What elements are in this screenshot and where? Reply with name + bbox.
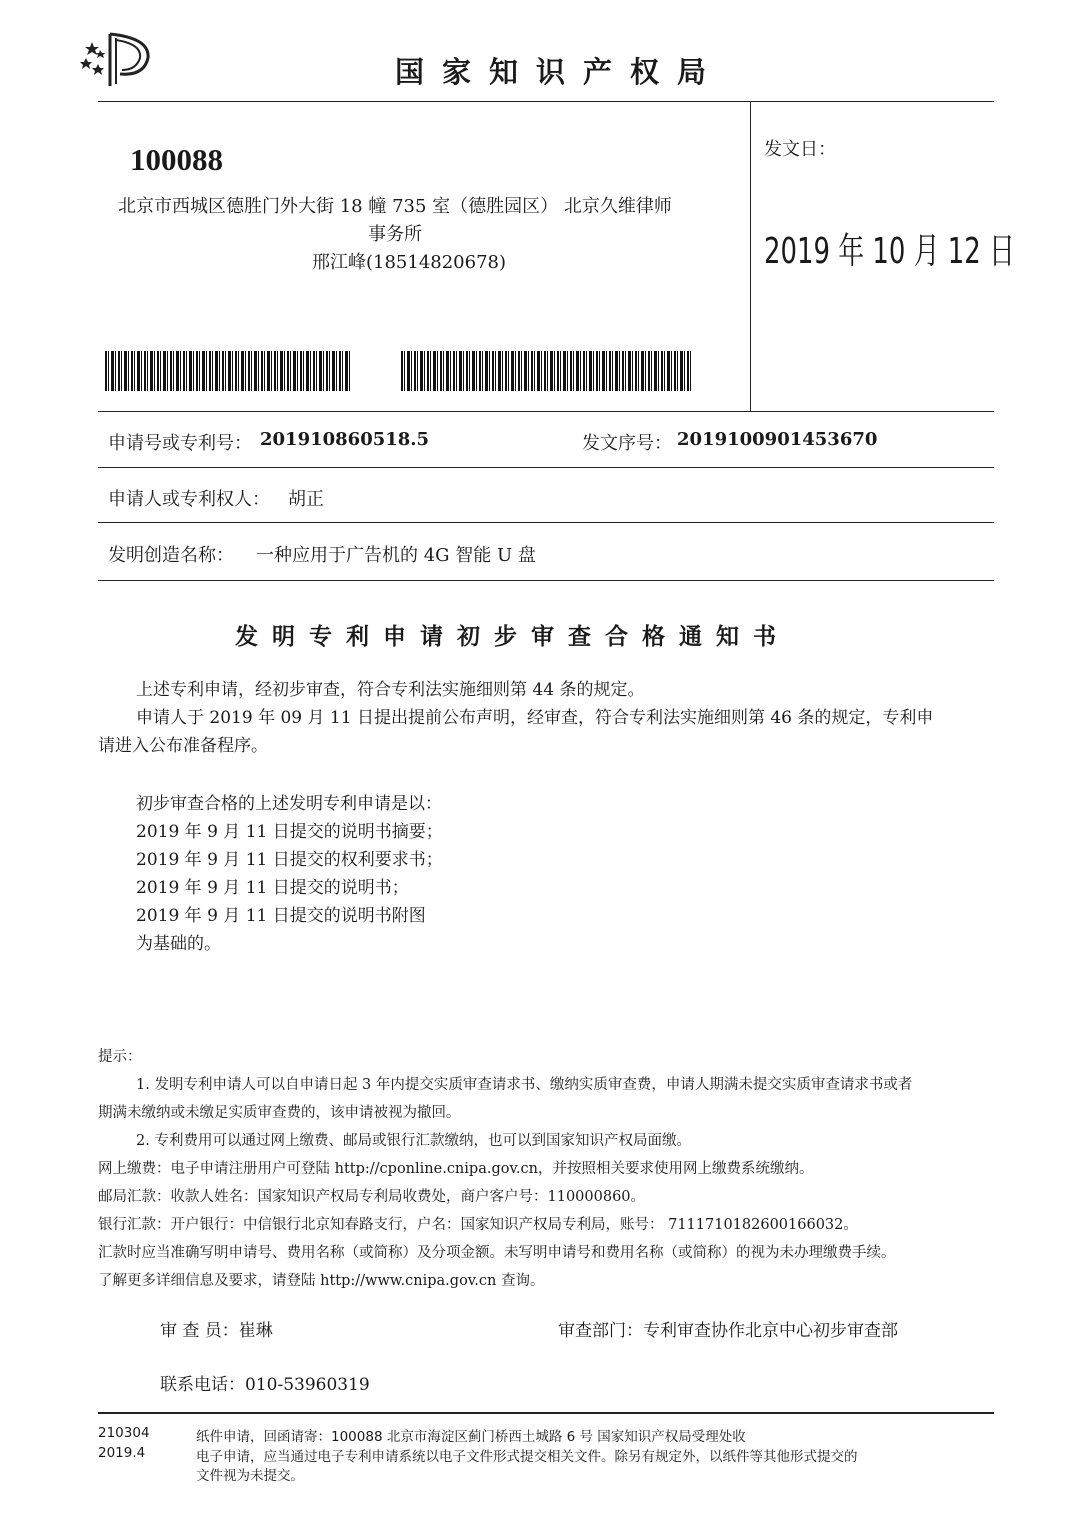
- tip-1-line-1: 1. 发明专利申请人可以自申请日起 3 年内提交实质审查请求书、缴纳实质审查费，申请人期满未提交实质审查请求书或者: [136, 1077, 913, 1093]
- contact-phone: 联系电话：010-53960319: [160, 1375, 370, 1395]
- basis-item-1: 2019 年 9 月 11 日提交的说明书摘要；: [136, 822, 443, 842]
- footer-line-2: 电子申请，应当通过电子专利申请系统以电子文件形式提交相关文件。除另有规定外，以纸件等其他形式提交的: [196, 1449, 858, 1465]
- header-divider: [98, 101, 994, 102]
- tip-more: 了解更多详细信息及要求，请登陆 http://www.cnipa.gov.cn 查询。: [98, 1273, 545, 1289]
- footer-line-3: 文件视为未提交。: [196, 1468, 304, 1484]
- basis-item-2: 2019 年 9 月 11 日提交的权利要求书；: [136, 850, 443, 870]
- contact: 邢江峰(18514820678): [312, 252, 507, 273]
- tip-bank: 银行汇款：开户银行：中信银行北京知春路支行，户名：国家知识产权局专利局，账号： 7111710182600166032。: [98, 1217, 858, 1233]
- form-version: 2019.4: [98, 1445, 146, 1461]
- invention-value: 一种应用于广告机的 4G 智能 U 盘: [256, 545, 536, 566]
- address-line-2: 事务所: [368, 224, 422, 245]
- tip-2: 2. 专利费用可以通过网上缴费、邮局或银行汇款缴纳，也可以到国家知识产权局面缴。: [136, 1133, 691, 1149]
- applicant-value: 胡正: [288, 489, 324, 510]
- cnipa-logo-icon: [78, 28, 160, 90]
- tips-heading: 提示：: [98, 1049, 142, 1065]
- barcode-left: [105, 351, 351, 391]
- field-divider-4: [98, 580, 994, 581]
- field-divider-3: [98, 522, 994, 523]
- exam-dept: 审查部门：专利审查协作北京中心初步审查部: [558, 1321, 898, 1341]
- tip-1-line-2: 期满未缴纳或未缴足实质审查费的，该申请被视为撤回。: [98, 1105, 461, 1121]
- tip-online: 网上缴费：电子申请注册用户可登陆 http://cponline.cnipa.gov.cn，并按照相关要求使用网上缴费系统缴纳。: [98, 1161, 814, 1177]
- notice-title: 发明专利申请初步审查合格通知书: [235, 624, 790, 650]
- serial-label: 发文序号：: [582, 433, 672, 454]
- tip-remit: 汇款时应当准确写明申请号、费用名称（或简称）及分项金额。未写明申请号和费用名称（或简称）的视为未办理缴费手续。: [98, 1245, 896, 1261]
- date-value: 2019 年 10 月 12 日: [764, 231, 1015, 272]
- app-no-value: 201910860518.5: [260, 429, 430, 450]
- footer-divider: [98, 1412, 994, 1414]
- serial-value: 2019100901453670: [677, 429, 878, 450]
- basis-item-3: 2019 年 9 月 11 日提交的说明书；: [136, 878, 409, 898]
- app-no-label: 申请号或专利号：: [108, 433, 252, 454]
- org-name: 国家知识产权局: [395, 55, 725, 89]
- field-divider-2: [98, 467, 994, 468]
- field-divider-1: [98, 411, 994, 412]
- address-line-1: 北京市西城区德胜门外大街 18 幢 735 室（德胜园区） 北京久维律师: [118, 196, 672, 217]
- form-code: 210304: [98, 1425, 150, 1441]
- date-box-divider: [750, 101, 751, 411]
- barcode-right: [401, 351, 693, 391]
- notice-para-2-line-1: 申请人于 2019 年 09 月 11 日提出提前公布声明，经审查，符合专利法实施细则第 46 条的规定，专利申: [136, 708, 934, 728]
- examiner: 审 查 员：崔琳: [160, 1321, 273, 1341]
- basis-item-4: 2019 年 9 月 11 日提交的说明书附图: [136, 906, 426, 926]
- basis-intro: 初步审查合格的上述发明专利申请是以：: [136, 794, 442, 814]
- postcode: 100088: [130, 142, 223, 177]
- date-label: 发文日：: [764, 139, 836, 160]
- applicant-label: 申请人或专利权人：: [108, 489, 270, 510]
- invention-label: 发明创造名称：: [108, 545, 234, 566]
- tip-post: 邮局汇款：收款人姓名：国家知识产权局专利局收费处，商户客户号：110000860。: [98, 1189, 646, 1205]
- basis-end: 为基础的。: [136, 934, 221, 954]
- footer-line-1: 纸件申请，回函请寄：100088 北京市海淀区蓟门桥西土城路 6 号 国家知识产权局受理处收: [196, 1429, 746, 1445]
- notice-para-2-line-2: 请进入公布准备程序。: [98, 736, 268, 756]
- notice-para-1: 上述专利申请，经初步审查，符合专利法实施细则第 44 条的规定。: [136, 680, 645, 700]
